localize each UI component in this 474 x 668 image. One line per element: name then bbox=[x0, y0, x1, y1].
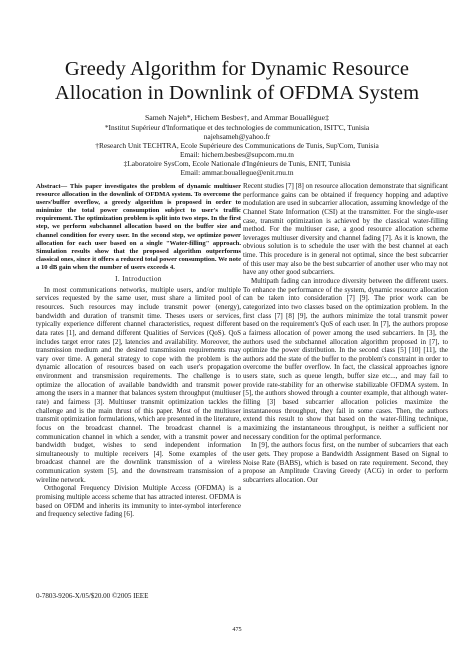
email-3: Email: ammar.bouallegue@enit.rnu.tn bbox=[180, 168, 294, 177]
email-2: Email: hichem.besbes@supcom.rnu.tn bbox=[180, 150, 294, 159]
affiliation-1: *Institut Supérieur d'Informatique et des technologies de communication, ISIT'C, Tunisia bbox=[104, 123, 370, 132]
abstract: Abstract— This paper investigates the problem of dynamic multiuser resource allocation in the downlink of OFDMA system. To overcome the users'buffer overflow, a greedy algorithm is proposed in order to minimize the total power consumption subject to user's traffic requirement. The optimization problem is split into two steps. In the first step, we perform subchannel allocation based on the buffer size and channel condition for every user. In the second step, we optimize power allocation for each user based on a single "Water-filling" approach. Simulation results show that the proposed algorithm outperforms classical ones, since it offers a reduced total power consumption. We note a 10 dB gain when the number of users exceeds 4. bbox=[36, 183, 241, 271]
right-column bbox=[243, 182, 448, 484]
email-1: najehsameh@yahoo.fr bbox=[203, 132, 271, 141]
section-heading-introduction: I. Introduction bbox=[115, 275, 162, 284]
paper-title-line-1: Greedy Algorithm for Dynamic Resource bbox=[64, 58, 410, 80]
left-column bbox=[36, 183, 241, 519]
intro-paragraph-1: In most communications networks, multiple users, and/or multiple services requested by the same user, must share a limited pool of resources. Such resources may include transmit power (energy), bandwidth and duration of transmit time. Theses users or services, typically experience different channel characteristics, request different data rates [1], and demand different Qualities of Services (QoS). QoS includes target error rates [2], latencies and availability. Moreover, the transmission medium and the desired transmission requirements may vary over time. A general strategy to cope with the problem is the dynamic allocation of resources based on each user's propagation environment and transmission requirements. The challenge is to optimize the allocation of available bandwidth and transmit power among the users in a manner that balances system throughput (multiuser rate) and fairness [3]. Multiuser transmit optimization tackles the challenge and is the main thrust of this paper. Most of the multiuser transmit optimization formulations, which are presented in the literature, focus on the broadcast channel. The broadcast channel is a communication channel in which a sender, with a transmit power and bandwidth budget, wishes to send independent information simultaneously to multiple receivers [4]. Some examples of the broadcast channel are the downlink transmission of a wireless communication system [5], and the downstream transmission of a wireline network. bbox=[36, 285, 241, 484]
right-paragraph-1: Recent studies [7] [8] on resource allocation demonstrate that significant performance gains can be obtained if frequency hopping and adaptive modulation are used in subcarrier allocation, assuming knowledge of the Channel State Information (CSI) at the transmitter. For the single-user case, transmit optimization is achieved by the classical water-filling method. For the multiuser case, a good resource allocation scheme leverages multiuser diversity and channel fading [7]. As it is known, the obvious solution is to schedule the user with the best channel at each time. This procedure is in general not optimal, since the best subcarrier of this user may also be the best subcarrier of another user who may not have any other good subcarriers. bbox=[243, 182, 448, 277]
author-names: Sameh Najeh*, Hichem Besbes†, and Ammar Bouallègue‡ bbox=[144, 113, 330, 122]
intro-paragraph-2: Orthogonal Frequency Division Multiple Access (OFDMA) is a promising multiple access scheme that has attracted interest. OFDMA is based on OFDM and inherits its immunity to inter-symbol interference and frequency selective fading [6]. bbox=[36, 484, 241, 519]
right-paragraph-2: Multipath fading can introduce diversity between the different users. To enhance the performance of the system, dynamic resource allocation can be taken into consideration [7] [9]. The prior work can be categorized into two classes based on the optimization problem. In the first class [7] [8] [9], the authors minimize the total transmit power based on the requirement's QoS of each user. In [7], the authors propose a fairness allocation of power among the used subcarriers. In [3], the authors used the subchannel allocation algorithm proposed in [7], to optimize the power distribution. In the second class [5] [10] [11], the authors add the state of the buffer to the problem's constraint in order to overcome the buffer overflow. In fact, the classical approaches ignore users state, such as queue length, buffer size etc..., and may fail to provide rate-stability for an otherwise stabilizable OFDMA system. In [5], the authors showed through a counter example, that although water-filling [3] based subcarrier allocation policies maximize the instantaneous throughput, they fail in some cases. Then, the authors extend this result to show that based on the water-filling technique, maximizing the instantaneous throughput, is neither a sufficient nor necessary condition for the optimal performance. bbox=[243, 277, 448, 441]
right-paragraph-3: In [9], the authors focus first, on the number of subcarriers that each user gets. They propose a Bandwidth Assignment Based on Signal to Noise Rate (BABS), which is based on rate requirement. Second, they propose an Amplitude Craving Greedy (ACG) in order to perform subcarriers allocation. Our bbox=[243, 441, 448, 484]
affiliation-2: †Research Unit TECHTRA, Ecole Supérieure des Communications de Tunis, Sup'Com, Tunisia bbox=[95, 141, 379, 150]
copyright-notice: 0-7803-9206-X/05/$20.00 ©2005 IEEE bbox=[36, 592, 149, 600]
affiliation-3: ‡Laboratoire SysCom, Ecole Nationale d'Ingénieurs de Tunis, ENIT, Tunisia bbox=[123, 159, 351, 168]
page-number: 475 bbox=[232, 626, 242, 633]
paper-title-line-2: Allocation in Downlink of OFDMA System bbox=[54, 82, 420, 104]
